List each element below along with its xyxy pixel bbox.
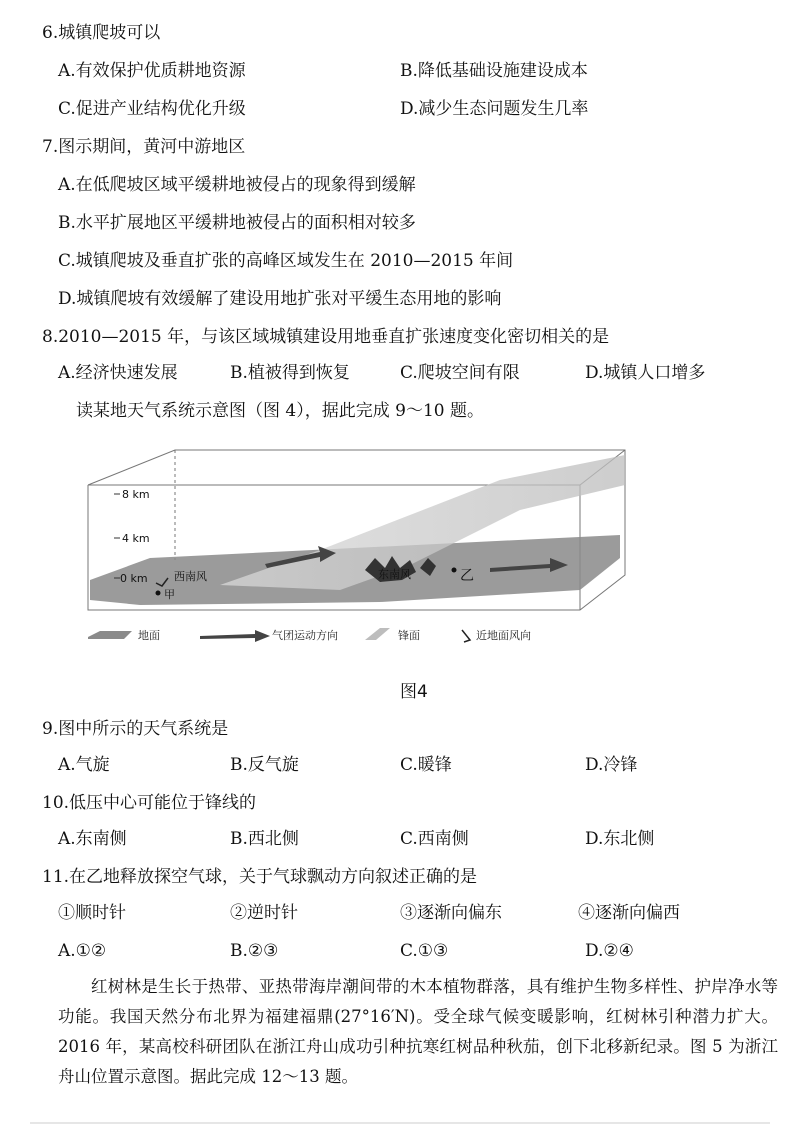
q9-option-c: C.暖锋 [400, 755, 452, 775]
q7-stem: 7.图示期间，黄河中游地区 [42, 137, 246, 157]
q7-option-a: A.在低爬坡区域平缓耕地被侵占的现象得到缓解 [58, 175, 416, 195]
q10-option-c: C.西南侧 [400, 829, 469, 849]
height-label-8km: 8 km [122, 488, 150, 501]
bottom-divider [30, 1122, 770, 1124]
passage-12-13: 红树林是生长于热带、亚热带海岸潮间带的木本植物群落，具有维护生物多样性、护岸净水等功能。我国天然分布北界为福建福鼎(27°16′N)。受全球气候变暖影响，红树林引种潜力扩大。2016 年，某高校科研团队在浙江舟山成功引种抗寒红树品种秋茄，创下北移新纪录。图 5 为浙江舟山位置示意图。据此完成 12～13 题。 [58, 977, 778, 1086]
q8-stem: 8.2010—2015 年，与该区域城镇建设用地垂直扩张速度变化密切相关的是 [42, 327, 610, 347]
q6-stem: 6.城镇爬坡可以 [42, 23, 161, 43]
legend-wind-swatch [462, 630, 470, 642]
figure-4-caption: 图4 [400, 682, 428, 702]
legend-wind-label: 近地面风向 [476, 629, 531, 642]
intro-9-10: 读某地天气系统示意图（图 4），据此完成 9～10 题。 [76, 401, 484, 421]
legend-front-label: 锋面 [398, 629, 420, 642]
q10-option-b: B.西北侧 [230, 829, 299, 849]
q8-option-c: C.爬坡空间有限 [400, 363, 520, 383]
point-yi-marker [452, 568, 457, 573]
q6-option-a: A.有效保护优质耕地资源 [58, 61, 246, 81]
figure-legend [88, 628, 531, 642]
q11-statement-4: ④逐渐向偏西 [578, 903, 680, 923]
point-jia-marker [156, 591, 161, 596]
q10-stem: 10.低压中心可能位于锋线的 [42, 793, 257, 813]
q6-option-c: C.促进产业结构优化升级 [58, 99, 246, 119]
q8-option-a: A.经济快速发展 [58, 363, 178, 383]
height-label-0km: 0 km [120, 572, 148, 585]
q8-option-d: D.城镇人口增多 [585, 363, 706, 383]
q11-statement-1: ①顺时针 [58, 903, 126, 923]
q9-stem: 9.图中所示的天气系统是 [42, 719, 229, 739]
legend-ground-label: 地面 [138, 629, 160, 642]
q6-option-d: D.减少生态问题发生几率 [400, 99, 589, 119]
figure-4-diagram [80, 440, 640, 655]
point-yi-label: 乙 [460, 568, 474, 584]
q11-stem: 11.在乙地释放探空气球，关于气球飘动方向叙述正确的是 [42, 867, 478, 887]
wind-label-southwest: 西南风 [174, 570, 207, 583]
point-jia-label: 甲 [164, 588, 175, 601]
q11-statement-2: ②逆时针 [230, 903, 298, 923]
q11-statement-3: ③逐渐向偏东 [400, 903, 502, 923]
q7-option-d: D.城镇爬坡有效缓解了建设用地扩张对平缓生态用地的影响 [58, 289, 502, 309]
q11-option-d: D.②④ [585, 941, 634, 961]
q7-option-c: C.城镇爬坡及垂直扩张的高峰区域发生在 2010—2015 年间 [58, 251, 514, 271]
legend-ground-swatch [88, 631, 132, 639]
q9-option-a: A.气旋 [58, 755, 110, 775]
legend-airmass-swatch [200, 630, 270, 642]
q10-option-a: A.东南侧 [58, 829, 127, 849]
q7-option-b: B.水平扩展地区平缓耕地被侵占的面积相对较多 [58, 213, 416, 233]
legend-front-swatch [365, 628, 390, 640]
height-ticks [114, 494, 120, 578]
q6-option-b: B.降低基础设施建设成本 [400, 61, 588, 81]
legend-airmass-label: 气团运动方向 [272, 629, 338, 642]
q9-option-b: B.反气旋 [230, 755, 299, 775]
figure-4-weather-system [80, 440, 640, 655]
q11-option-c: C.①③ [400, 941, 449, 961]
q11-option-b: B.②③ [230, 941, 279, 961]
height-label-4km: 4 km [122, 532, 150, 545]
wind-label-southeast: 东南风 [378, 568, 411, 581]
q10-option-d: D.东北侧 [585, 829, 655, 849]
q9-option-d: D.冷锋 [585, 755, 638, 775]
q8-option-b: B.植被得到恢复 [230, 363, 350, 383]
q11-option-a: A.①② [58, 941, 107, 961]
